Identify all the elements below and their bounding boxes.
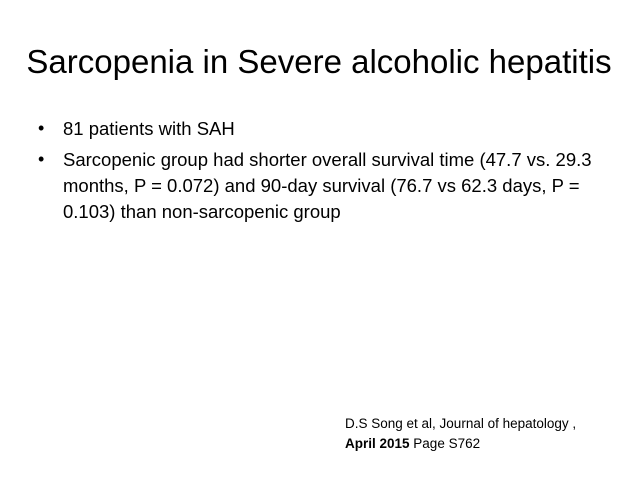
- bullet-item-survival: [38, 147, 608, 225]
- bullet-item-patients: [38, 116, 608, 142]
- bullet-text: Sarcopenic group had shorter overall survival time (47.7 vs. 29.3 months, P = 0.072) and 90-day survival (76.7 vs 62.3 days, P = 0.103) than non-sarcopenic group: [63, 149, 592, 222]
- citation-line-1: D.S Song et al, Journal of hepatology ,: [345, 416, 577, 431]
- slide-title: Sarcopenia in Severe alcoholic hepatitis: [26, 43, 612, 80]
- bullet-marker-icon: •: [38, 118, 45, 138]
- bullet-marker-icon: •: [38, 149, 45, 169]
- citation: [345, 414, 625, 454]
- citation-page: Page S762: [409, 436, 481, 451]
- bullet-list: [38, 116, 608, 230]
- citation-date: April 2015: [345, 436, 410, 451]
- bullet-text: 81 patients with SAH: [63, 118, 235, 139]
- citation-line-2: [345, 434, 625, 454]
